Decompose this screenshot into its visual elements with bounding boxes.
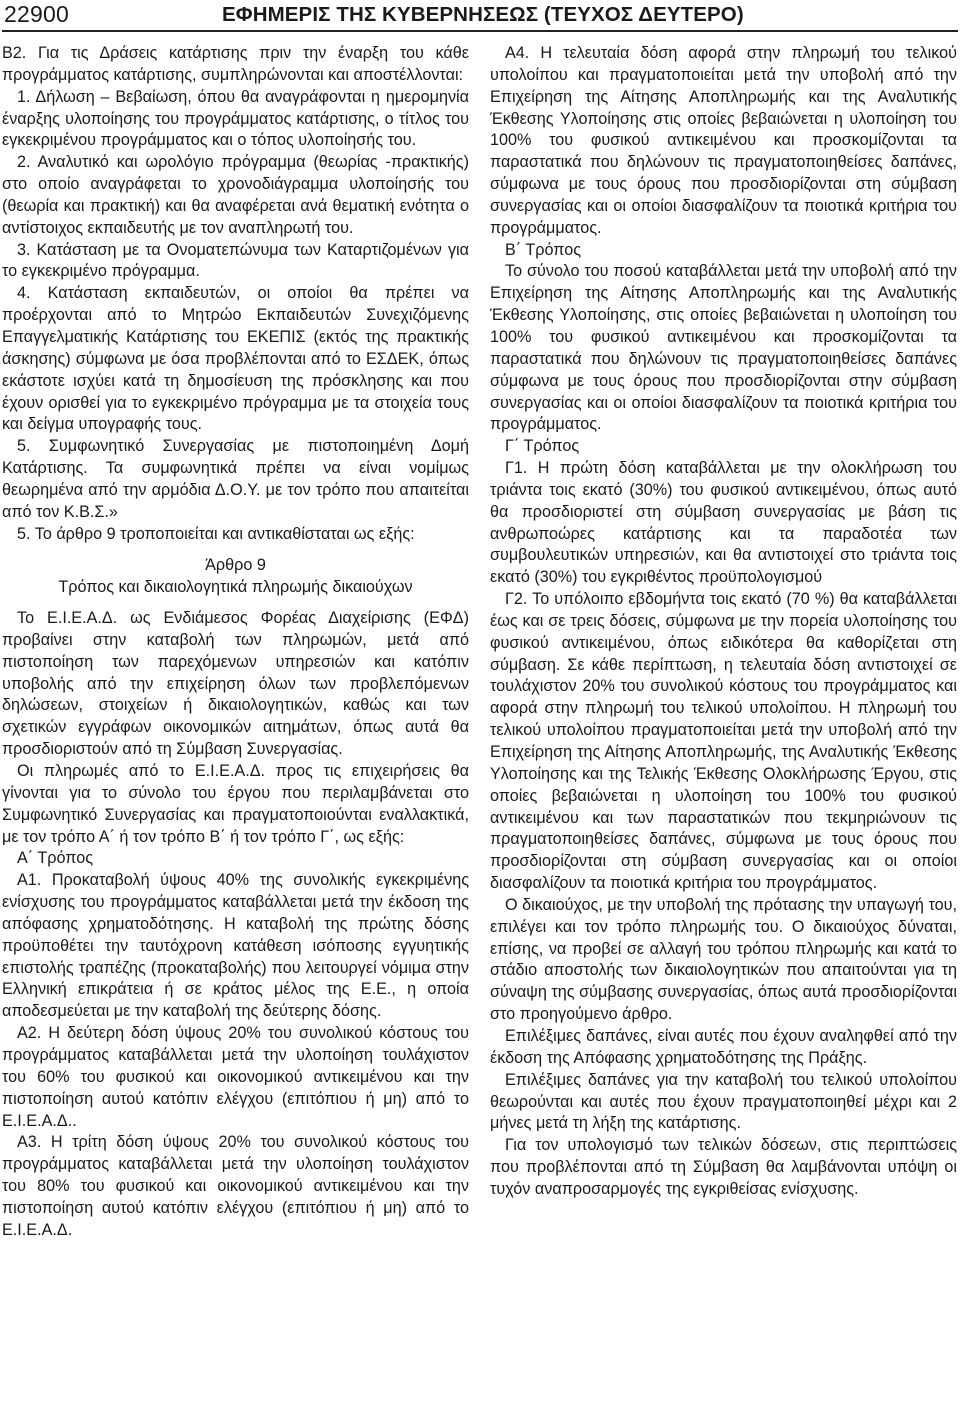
method-a-heading: Α΄ Τρόπος [17, 849, 94, 868]
method-b-heading: Β΄ Τρόπος [505, 240, 582, 259]
paragraph-c2: Γ2. Το υπόλοιπο εβδομήντα τοις εκατό (70 %) θα καταβάλλεται έως και σε τρεις δόσεις, σύμφωνα με την πορεία υλοποίησης του φυσικού αντικειμένου, όπως ειδικότερα θα καθορίζεται στη σύμβαση. Σε κάθε περίπτωση, η τελευταία δόση αντιστοιχεί σε τουλάχιστον 20% του συνολικού κόστους του προγράμματος και αφορά στην πληρωμή του τελικού υπολοίπου. Η πληρωμή του τελικού υπολοίπου πραγματοποιείται μετά την υποβολή από την Επιχείρηση της Αίτησης Αποπληρωμής, της Αναλυτικής Έκθεσης Υλοποίησης και της Τελικής Έκθεσης Ολοκλήρωσης Έργου, στις οποίες βεβαιώνεται η υλοποίηση του 100% του φυσικού αντικειμένου και των παραστατικών που τεκμηριώνουν τις πραγματοποιηθείσες δαπάνες, σύμφωνα με τους όρους που προσδιορίζονται στη σύμβαση συνεργασίας και οι οποίοι διασφαλίζουν τα ποιοτικά κριτήρια του προγράμματος. [490, 590, 957, 893]
method-c-heading: Γ΄ Τρόπος [505, 437, 580, 456]
paragraph-item-4: 4. Κατάσταση εκπαιδευτών, οι οποίοι θα πρέπει να προέρχονται από το Μητρώο Εκπαιδευτών Συνεχιζόμενης Επαγγελματικής Κατάρτισης του ΕΚΕΠΙΣ (εκτός της πρακτικής άσκησης) σύμφωνα με όσα προβλέπονται από το ΕΣΔΕΚ, όπως εκάστοτε ισχύει κατά τη δημοσίευση της πρόσκλησης και που έχουν ορισθεί για το εγκεκριμένο πρόγραμμα με τα στοιχεία τους και δείγμα υπογραφής τους. [2, 284, 469, 434]
paragraph-c1: Γ1. Η πρώτη δόση καταβάλλεται με την ολοκλήρωση του τριάντα τοις εκατό (30%) του φυσικού αντικειμένου, όπως αυτό θα προσδιοριστεί στη σύμβαση συνεργασίας με βάση τις ανθρωποώρες κατάρτισης και τα παραδοτέα των συμβουλευτικών υπηρεσιών, και θα αντιστοιχεί στο τριάντα τοις εκατό (30%) του εγκριθέντος προϋπολογισμού [490, 459, 957, 587]
paragraph-final-installments: Για τον υπολογισμό των τελικών δόσεων, στις περιπτώσεις που προβλέπονται από τη Σύμβαση θα λαμβάνονται υπόψη οι τυχόν αναπροσαρμογές της εγκριθείσας ενίσχυσης. [490, 1136, 957, 1198]
right-column [490, 43, 957, 1201]
page-number: 22900 [4, 1, 69, 27]
page-header [0, 0, 960, 30]
paragraph-eligible-expenses: Επιλέξιμες δαπάνες, είναι αυτές που έχουν αναληφθεί από την έκδοση της Απόφασης χρηματοδότησης της Πράξης. [490, 1026, 957, 1067]
gazette-title: ΕΦΗΜΕΡΙΣ ΤΗΣ ΚΥΒΕΡΝΗΣΕΩΣ (ΤΕΥΧΟΣ ΔΕΥΤΕΡΟ) [222, 3, 744, 26]
paragraph-method-b: Το σύνολο του ποσού καταβάλλεται μετά την υποβολή από την Επιχείρηση της Αίτησης Αποπληρωμής και της Αναλυτικής Έκθεσης Υλοποίησης, στις οποίες βεβαιώνεται η υλοποίηση του 100% του φυσικού αντικειμένου και προσκομίζονται τα παραστατικά που δηλώνουν τις πραγματοποιηθείσες δαπάνες σύμφωνα με τους όρους που προσδιορίζονται στην σύμβαση συνεργασίας και οι οποίοι διασφαλίζουν τα ποιοτικά κριτήρια του προγράμματος. [490, 262, 957, 434]
header-divider [2, 30, 958, 32]
paragraph-item-3: 3. Κατάσταση με τα Ονοματεπώνυμα των Καταρτιζομένων για το εγκεκριμένο πρόγραμμα. [2, 240, 469, 281]
paragraph-b2: Β2. Για τις Δράσεις κατάρτισης πριν την έναρξη του κάθε προγράμματος κατάρτισης, συμπληρώνονται και αποστέλλονται: [2, 44, 469, 84]
paragraph-a4: Α4. Η τελευταία δόση αφορά στην πληρωμή του τελικού υπολοίπου και πραγματοποιείται μετά την υποβολή από την Επιχείρηση της Αίτησης Αποπληρωμής και της Αναλυτικής Έκθεσης Υλοποίησης στις οποίες βεβαιώνεται η υλοποίηση του 100% του φυσικού αντικειμένου και προσκομίζονται τα παραστατικά που δηλώνουν τις πραγματοποιηθείσες δαπάνες, σύμφωνα με τους όρους που προσδιορίζονται στη σύμβαση συνεργασίας και οι οποίοι διασφαλίζουν τα ποιοτικά κριτήρια του προγράμματος. [490, 44, 957, 237]
paragraph-a2: Α2. Η δεύτερη δόση ύψους 20% του συνολικού κόστους του προγράμματος καταβάλλεται μετά την υλοποίηση τουλάχιστον του 60% του φυσικού και οικονομικού αντικειμένου και την πιστοποίηση αυτού κατόπιν ελέγχου (επιτόπιου ή μη) από το Ε.Ι.Ε.Α.Δ.. [2, 1024, 469, 1130]
paragraph-payment-methods: Οι πληρωμές από το Ε.Ι.Ε.Α.Δ. προς τις επιχειρήσεις θα γίνονται για το σύνολο του έργου που περιλαμβάνεται στο Συμφωνητικό Συνεργασίας και πραγματοποιούνται εναλλακτικά, με τον τρόπο Α΄ ή τον τρόπο Β΄ ή τον τρόπο Γ΄, ως εξής: [2, 762, 469, 846]
paragraph-item-2: 2. Αναλυτικό και ωρολόγιο πρόγραμμα (θεωρίας -πρακτικής) στο οποίο αναγράφεται το χρονοδιάγραμμα υλοποίησής του (θεωρία και πρακτική) και θα αναφέρεται ανά θεματική ενότητα ο αντίστοιχος εκπαιδευτής με τον αναπληρωτή του. [2, 153, 469, 237]
paragraph-item-1: 1. Δήλωση – Βεβαίωση, όπου θα αναγράφονται η ημερομηνία έναρξης υλοποίησης του προγράμματος κατάρτισης, ο τίτλος του εγκεκριμένου προγράμματος και ο τόπος υλοποίησής του. [2, 87, 469, 150]
paragraph-eligible-final: Επιλέξιμες δαπάνες για την καταβολή του τελικού υπολοίπου θεωρούνται και αυτές που έχουν πραγματοποιηθεί μέχρι και 2 μήνες μετά τη λήξη της κατάρτισης. [490, 1070, 957, 1133]
article-heading: Άρθρο 9 [205, 556, 266, 575]
paragraph-a3: Α3. Η τρίτη δόση ύψους 20% του συνολικού κόστους του προγράμματος καταβάλλεται μετά την υλοποίηση τουλάχιστον του 80% του φυσικού και οικονομικού αντικειμένου και την πιστοποίηση αυτού κατόπιν ελέγχου (επιτόπιου ή μη) από το Ε.Ι.Ε.Α.Δ. [2, 1133, 469, 1239]
paragraph-beneficiary-choice: Ο δικαιούχος, με την υποβολή της πρότασης την υπαγωγή του, επιλέγει και τον τρόπο πληρωμής του. Ο δικαιούχος δύναται, επίσης, να προβεί σε αλλαγή του τρόπου πληρωμής και κατά το στάδιο αποστολής των δικαιολογητικών που απαιτούνται για τη σύναψη της σύμβασης συνεργασίας, όπως αυτά προσδιορίζονται στο προηγούμενο άρθρο. [490, 895, 957, 1024]
article-subtitle: Τρόπος και δικαιολογητικά πληρωμής δικαιούχων [58, 578, 413, 597]
paragraph-item-5: 5. Συμφωνητικό Συνεργασίας με πιστοποιημένη Δομή Κατάρτισης. Τα συμφωνητικά πρέπει να είναι νομίμως θεωρημένα από την αρμόδια Δ.Ο.Υ. με τον τρόπο που απαιτείται από τον Κ.Β.Σ.» [2, 437, 469, 521]
left-column [2, 43, 469, 1242]
paragraph-amendment: 5. Το άρθρο 9 τροποποιείται και αντικαθίσταται ως εξής: [17, 524, 415, 543]
paragraph-efd-payments: Το Ε.Ι.Ε.Α.Δ. ως Ενδιάμεσος Φορέας Διαχείρισης (ΕΦΔ) προβαίνει στην καταβολή των πληρωμών, μετά από πιστοποίηση των παρεχόμενων υπηρεσιών και κατόπιν υποβολής από την επιχείρηση όλων των προβλεπόμενων δηλώσεων, στοιχείων ή δικαιολογητικών, καθώς και των σχετικών εγγράφων οικονομικών αιτημάτων, όπως αυτά θα προσδιοριστούν από τη Σύμβαση Συνεργασίας. [2, 609, 469, 759]
paragraph-a1: Α1. Προκαταβολή ύψους 40% της συνολικής εγκεκριμένης ενίσχυσης του προγράμματος καταβάλλεται μετά την έκδοση της απόφασης χρηματοδότησης. Η καταβολή της πρώτης δόσης προϋποθέτει την ταυτόχρονη κατάθεση ισόποσης εγγυητικής επιστολής τραπέζης (προκαταβολής) που λειτουργεί νόμιμα στην Ελληνική επικράτεια ή σε κράτος μέλος της Ε.Ε., η οποία αποδεσμεύεται με την καταβολή της δεύτερης δόσης. [2, 871, 469, 1021]
